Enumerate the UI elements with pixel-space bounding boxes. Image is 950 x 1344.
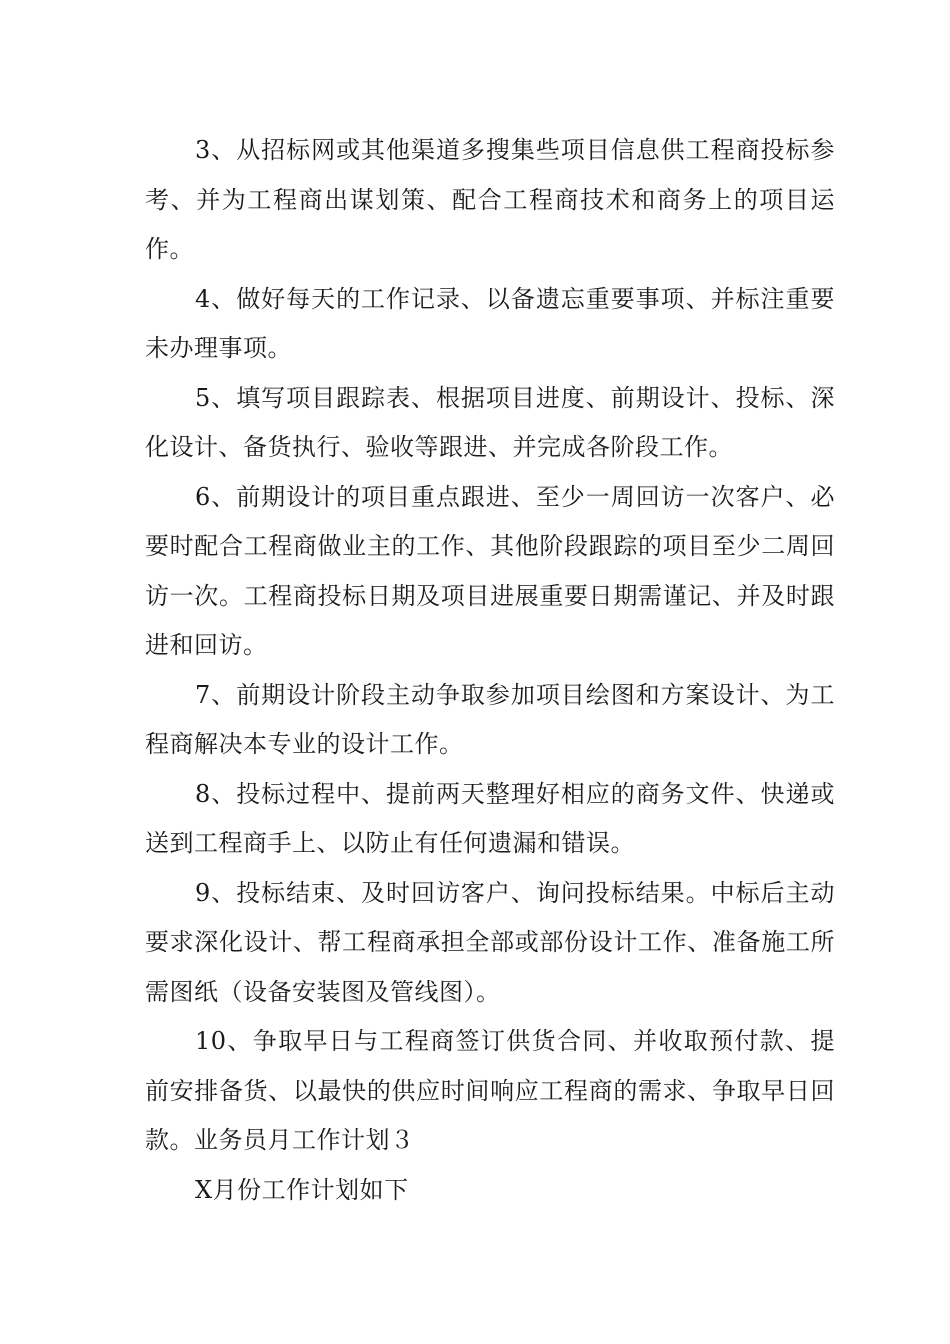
paragraph-5: 5、填写项目跟踪表、根据项目进度、前期设计、投标、深化设计、备货执行、验收等跟进、并完成各阶段工作。 bbox=[145, 383, 835, 461]
paragraph-7: 7、前期设计阶段主动争取参加项目绘图和方案设计、为工程商解决本专业的设计工作。 bbox=[145, 680, 835, 758]
paragraph-10: 10、争取早日与工程商签订供货合同、并收取预付款、提前安排备货、以最快的供应时间响应工程商的需求、争取早日回款。业务员月工作计划３ bbox=[145, 1027, 835, 1154]
paragraph-9: 9、投标结束、及时回访客户、询问投标结果。中标后主动要求深化设计、帮工程商承担全部或部份设计工作、准备施工所需图纸（设备安装图及管线图）。 bbox=[145, 878, 835, 1006]
paragraph-8: 8、投标过程中、提前两天整理好相应的商务文件、快递或送到工程商手上、以防止有任何遗漏和错误。 bbox=[145, 779, 835, 857]
paragraph-4: 4、做好每天的工作记录、以备遗忘重要事项、并标注重要未办理事项。 bbox=[145, 284, 835, 362]
document-body bbox=[145, 126, 835, 1215]
section-heading-monthly-plan: X月份工作计划如下 bbox=[195, 1175, 409, 1204]
paragraph-3: 3、从招标网或其他渠道多搜集些项目信息供工程商投标参考、并为工程商出谋划策、配合工程商技术和商务上的项目运作。 bbox=[145, 136, 835, 263]
paragraph-6: 6、前期设计的项目重点跟进、至少一周回访一次客户、必要时配合工程商做业主的工作、其他阶段跟踪的项目至少二周回访一次。工程商投标日期及项目进展重要日期需谨记、并及时跟进和回访。 bbox=[145, 482, 835, 659]
